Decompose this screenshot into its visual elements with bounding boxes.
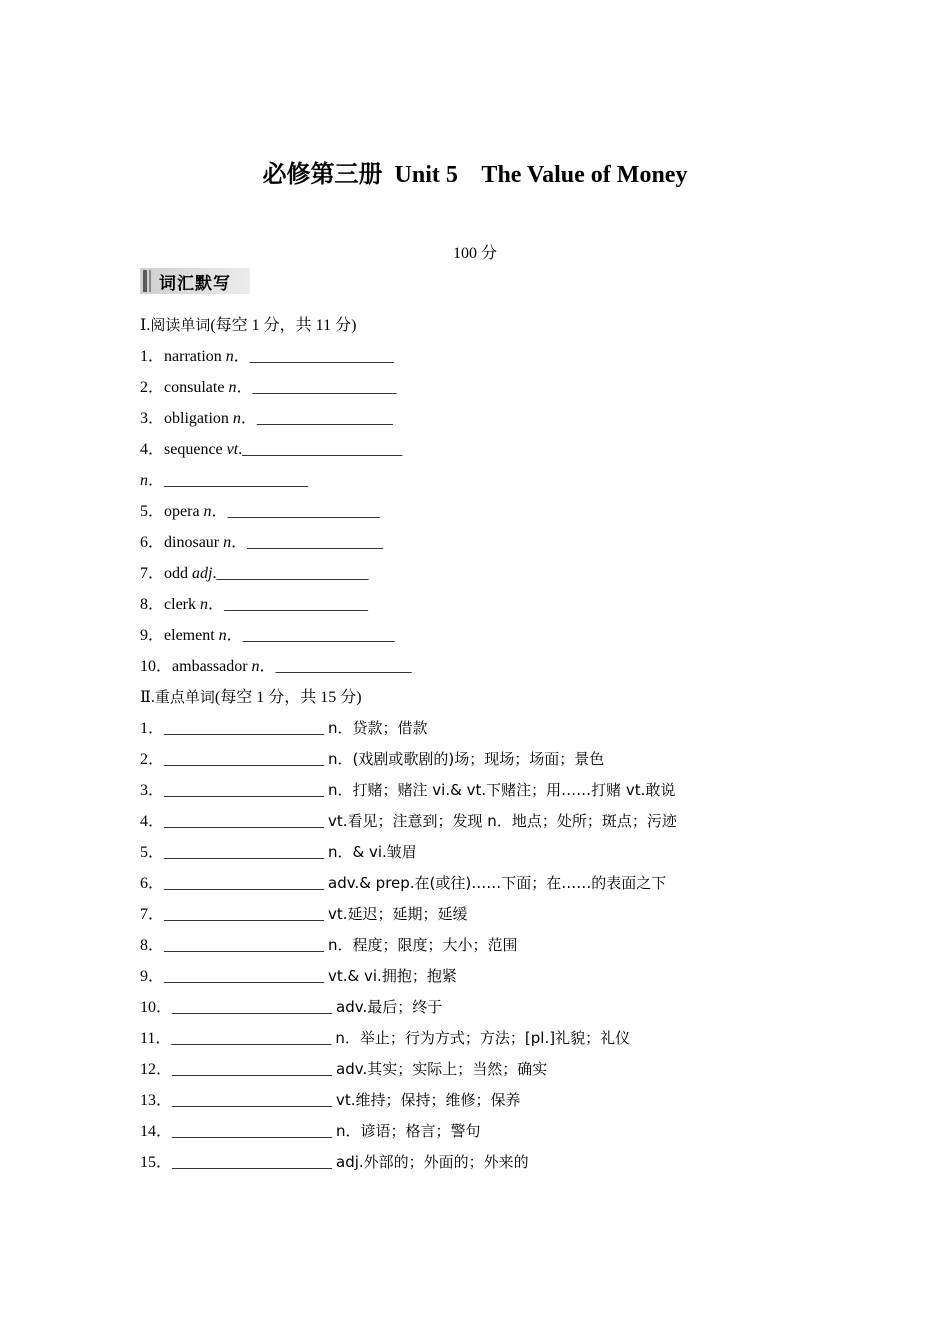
item-definition: n．& vi.皱眉 [328,843,417,861]
item-word: consulate [164,379,225,396]
item-definition: vt.看见；注意到；发现 n．地点；处所；斑点；污迹 [328,812,677,830]
list-item [140,1054,840,1085]
list-item [140,651,840,682]
part-of-speech: adj [192,565,213,582]
list-item [140,1023,840,1054]
page-title: 必修第三册 Unit 5 The Value of Money [262,162,688,188]
part2-list [140,713,840,1178]
item-number: 8． [140,937,165,954]
part1-roman: Ⅰ. [140,317,151,334]
item-number: 9． [140,968,165,985]
item-separator: ． [211,503,228,520]
answer-blank[interactable]: ____________________ [164,937,325,954]
answer-blank[interactable]: ____________________ [164,906,325,923]
list-item [140,713,840,744]
item-word: opera [164,503,200,520]
item-number: 9． [140,627,165,644]
item-definition: adv.& prep.在(或往)……下面；在……的表面之下 [328,874,667,892]
item-word: sequence [164,441,223,458]
list-item [140,806,840,837]
part-of-speech: n [218,627,227,644]
item-definition: vt.& vi.拥抱；抱紧 [328,967,457,985]
item-number: 11． [140,1030,172,1047]
item-word: clerk [164,596,196,613]
item-separator: ． [148,472,165,489]
item-number: 5． [140,503,165,520]
list-item [140,868,840,899]
item-number: 14． [140,1123,173,1140]
item-number: 12． [140,1061,173,1078]
item-word: element [164,627,215,644]
part-of-speech: n [232,410,241,427]
list-item [140,465,840,496]
item-word: odd [164,565,189,582]
part-of-speech: n [223,534,232,551]
list-item [140,992,840,1023]
list-item [140,837,840,868]
item-definition: n．打赌；赌注 vi.& vt.下赌注；用……打赌 vt.敢说 [328,781,676,799]
part-of-speech: n [140,472,148,489]
part1-note: (每空 1 分，共 11 分) [210,317,357,334]
item-number: 10． [140,658,173,675]
item-definition: n．举止；行为方式；方法；[pl.]礼貌；礼仪 [335,1029,631,1047]
item-word: ambassador [172,658,248,675]
item-number: 6． [140,534,165,551]
item-definition: adj.外部的；外面的；外来的 [336,1153,529,1171]
list-item [140,744,840,775]
list-item [140,372,840,403]
part1-heading [140,310,840,341]
item-number: 2． [140,751,165,768]
answer-blank[interactable]: _________________ [256,410,393,427]
list-item [140,1085,840,1116]
badge-bar-icon [143,270,147,292]
item-separator: ． [231,534,248,551]
answer-blank[interactable]: ____________________ [164,782,325,799]
item-definition: adv.最后；终于 [336,998,443,1016]
item-number: 5． [140,844,165,861]
item-word: obligation [164,410,229,427]
item-number: 13． [140,1092,173,1109]
answer-blank[interactable]: __________________ [224,596,369,613]
answer-blank[interactable]: ____________________ [172,1092,333,1109]
item-number: 6． [140,875,165,892]
list-item [140,589,840,620]
part2-heading [140,682,840,713]
item-number: 1． [140,720,165,737]
list-item [140,558,840,589]
item-number: 4． [140,813,165,830]
item-definition: adv.其实；实际上；当然；确实 [336,1060,548,1078]
item-number: 7． [140,906,165,923]
answer-blank[interactable]: ___________________ [227,503,380,520]
item-number: 3． [140,410,165,427]
item-definition: n．谚语；格言；警句 [336,1122,481,1140]
part-of-speech: n [203,503,212,520]
part2-roman: Ⅱ. [140,689,155,706]
answer-blank[interactable]: ___________________ [242,627,395,644]
list-item [140,961,840,992]
item-word: dinosaur [164,534,220,551]
section-badge [140,268,250,294]
item-definition: vt.延迟；延期；延缓 [328,905,468,923]
item-separator: ． [236,379,253,396]
list-item [140,1147,840,1178]
list-item [140,527,840,558]
item-definition: n．程度；限度；大小；范围 [328,936,518,954]
list-item [140,620,840,651]
item-number: 15． [140,1154,173,1171]
item-separator: ． [208,596,225,613]
item-definition: vt.维持；保持；维修；保养 [336,1091,521,1109]
answer-blank[interactable]: ____________________ [164,813,325,830]
answer-blank[interactable]: ____________________ [164,875,325,892]
answer-blank[interactable]: ____________________ [172,999,333,1016]
item-number: 8． [140,596,165,613]
list-item [140,403,840,434]
list-item [140,341,840,372]
item-word: narration [164,348,222,365]
list-item [140,775,840,806]
item-definition: n．(戏剧或歌剧的)场；现场；场面；景色 [328,750,605,768]
list-item [140,930,840,961]
answer-blank[interactable]: ____________________ [242,441,403,458]
item-separator: . [212,565,217,582]
total-score: 100 分 [452,245,497,262]
item-separator: . [238,441,243,458]
part-of-speech: n [228,379,237,396]
answer-blank[interactable]: __________________ [249,348,394,365]
answer-blank[interactable]: ____________________ [172,1154,333,1171]
badge-bar-thin-icon [149,270,151,292]
list-item [140,899,840,930]
part-of-speech: vt [226,441,239,458]
item-separator: ． [233,348,250,365]
item-separator: ． [259,658,276,675]
answer-blank[interactable]: ____________________ [164,720,325,737]
list-item [140,496,840,527]
part1-label: 阅读单词 [150,316,211,334]
answer-blank[interactable]: ____________________ [171,1030,332,1047]
answer-blank[interactable]: _________________ [247,534,384,551]
item-number: 2． [140,379,165,396]
item-definition: n．贷款；借款 [328,719,428,737]
item-number: 10． [140,999,173,1016]
part-of-speech: n [225,348,234,365]
answer-blank[interactable]: ____________________ [172,1123,333,1140]
answer-blank[interactable]: __________________ [164,472,309,489]
item-separator: ． [226,627,243,644]
answer-blank[interactable]: ____________________ [164,751,325,768]
item-number: 3． [140,782,165,799]
answer-blank[interactable]: ___________________ [216,565,369,582]
part2-label: 重点单词 [154,688,215,706]
item-number: 7． [140,565,165,582]
answer-blank[interactable]: ____________________ [164,844,325,861]
answer-blank[interactable]: ____________________ [172,1061,333,1078]
item-separator: ． [240,410,257,427]
answer-blank[interactable]: __________________ [252,379,397,396]
part-of-speech: n [200,596,208,613]
section-badge-label: 词汇默写 [159,273,231,294]
part-of-speech: n [251,658,260,675]
part1-list [140,341,840,682]
worksheet-content [140,310,840,1178]
part2-note: (每空 1 分，共 15 分) [214,689,362,706]
item-number: 1． [140,348,165,365]
item-number: 4． [140,441,165,458]
list-item [140,1116,840,1147]
list-item [140,434,840,465]
answer-blank[interactable]: ____________________ [164,968,325,985]
answer-blank[interactable]: _________________ [275,658,412,675]
